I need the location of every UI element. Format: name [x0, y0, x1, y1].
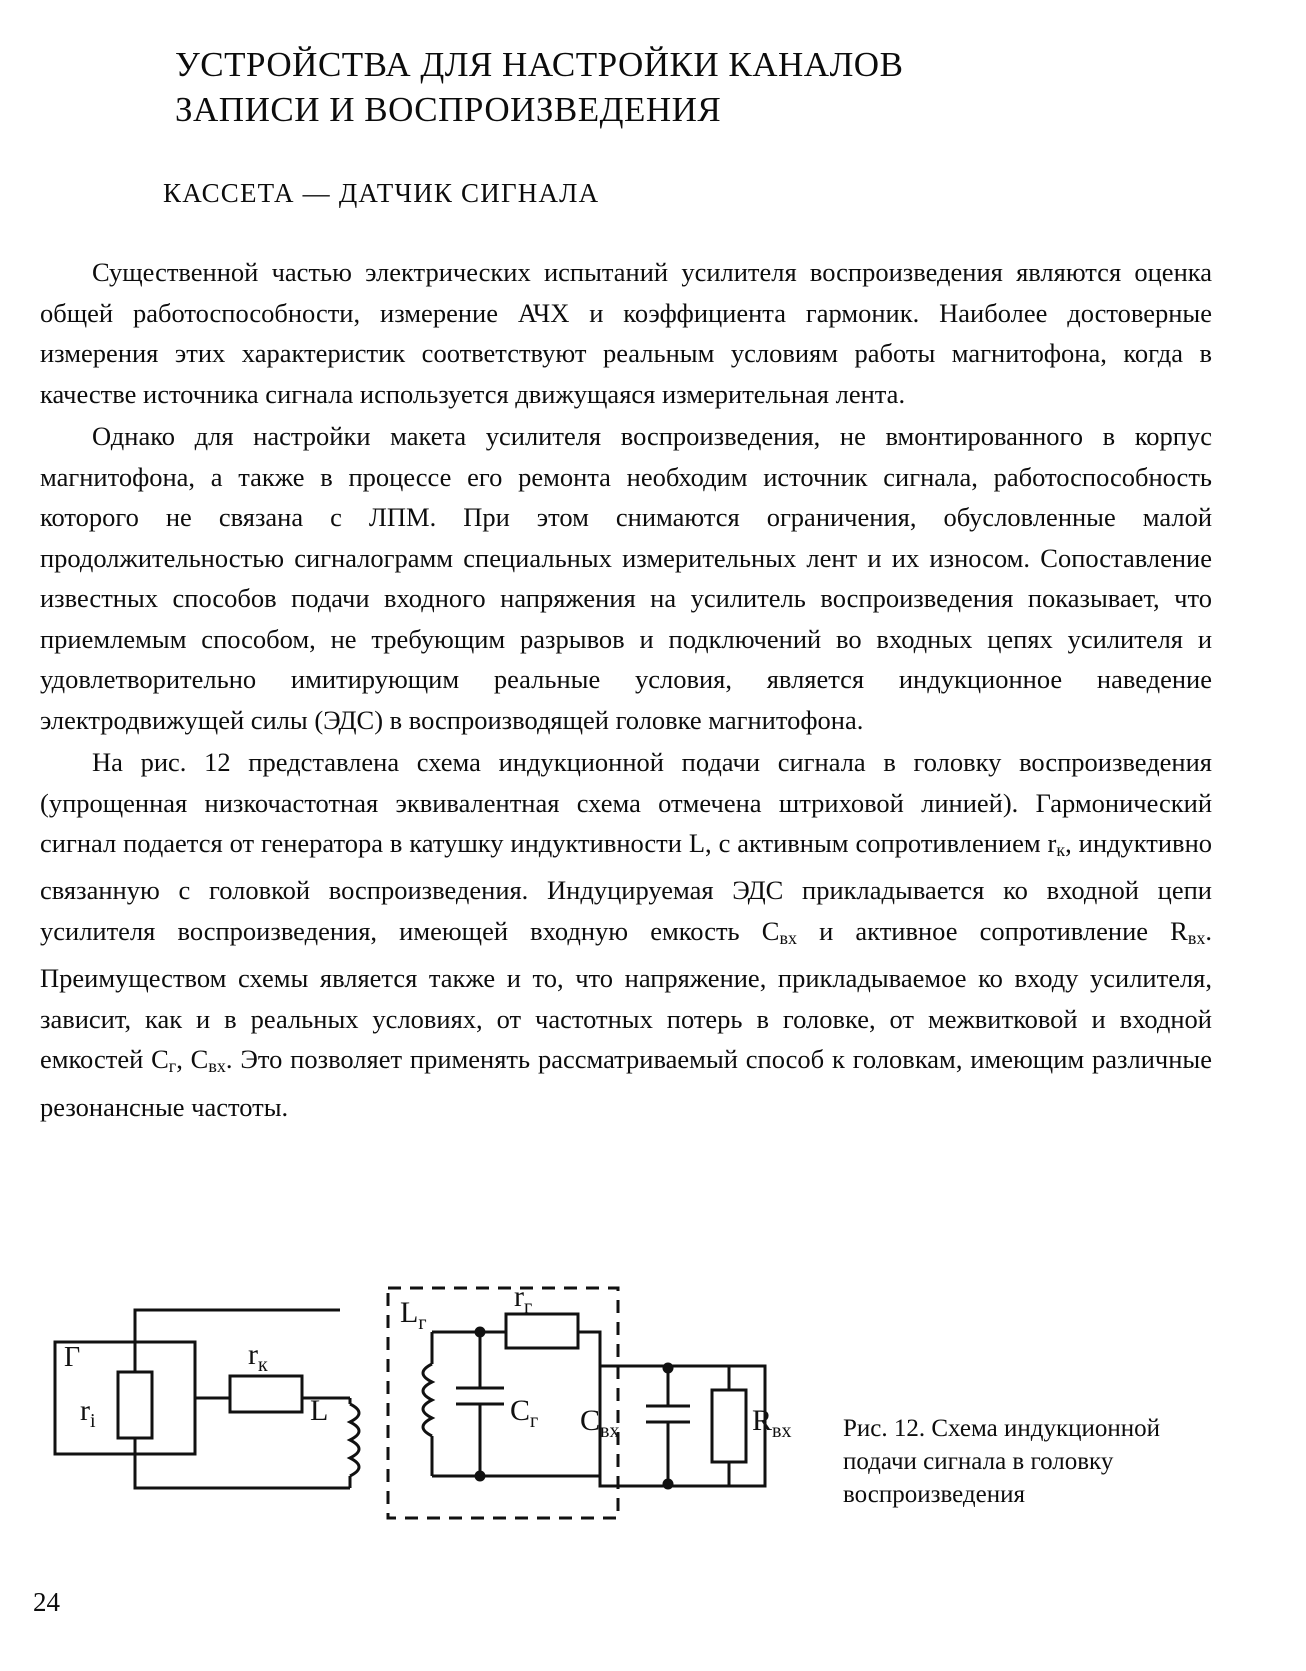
- label-r-k: $r_к$: [248, 1338, 268, 1376]
- body-text: [40, 252, 1212, 1127]
- label-r-g: $r_г$: [514, 1280, 533, 1318]
- label-C-g: $C_г$: [510, 1394, 539, 1432]
- paragraph-2: Однако для настройки макета усилителя воспроизведения, не вмонтированного в корпус магнитофона, а также в процессе его ремонта необходим источник сигнала, работоспособность которого не связана с ЛПМ. При этом снимаются ограничения, обусловленные малой продолжительностью сигналограмм специальных измерительных лент и их износом. Сопоставление известных способов подачи входного напряжения на усилитель воспроизведения показывает, что приемлемым способом, не требующим разрывов и подключений во входных цепях усилителя и удовлетворительно имитирующим реальные условия, является индукционное наведение электродвижущей силы (ЭДС) в воспроизводящей головке магнитофона.: [40, 421, 1212, 735]
- sub-r-k: к: [1056, 839, 1066, 860]
- label-L: L: [310, 1394, 329, 1427]
- circuit-diagram-figure: [40, 1280, 840, 1530]
- paragraph-3-c: и активное сопротивление R: [796, 915, 1188, 946]
- label-generator: Г: [64, 1342, 81, 1373]
- paragraph-3-b: , индуктивно связанную с головкой воспроизведения. Индуцируемая ЭДС прикладывается ко входной цепи усилителя воспроизведения, имеющей входную емкость C: [40, 828, 1213, 946]
- paragraph-3-f: . Это позволяет применять рассматриваемый способ к головкам, имеющим различные резонансные частоты.: [40, 1044, 1212, 1122]
- paragraph-3-a: На рис. 12 представлена схема индукционной подачи сигнала в головку воспроизведения (упрощенная низкочастотная эквивалентная схема отмечена штриховой линией). Гармонический сигнал подается от генератора в катушку индуктивности L, с активным сопротивлением r: [40, 747, 1212, 858]
- label-L-g: $L_г$: [400, 1296, 427, 1334]
- paragraph-3: [40, 742, 1212, 1127]
- page-number: 24: [33, 1587, 60, 1617]
- label-R-vx: $R_{вх}$: [752, 1404, 792, 1442]
- label-r-i: $r_i$: [80, 1394, 96, 1432]
- section-subtitle: КАССЕТА — ДАТЧИК СИГНАЛА: [163, 178, 600, 208]
- paragraph-3-d: . Преимуществом схемы является также и то, что напряжение, прикладываемое ко входу усилителя, зависит, как и в реальных условиях, от частотных потерь в головке, от межвитковой и входной емкостей C: [40, 915, 1212, 1075]
- paragraph-1: Существенной частью электрических испытаний усилителя воспроизведения являются оценка общей работоспособности, измерение АЧХ и коэффициента гармоник. Наиболее достоверные измерения этих характеристик соответствуют реальным условиям работы магнитофона, когда в качестве источника сигнала используется движущаяся измерительная лента.: [40, 257, 1212, 409]
- sub-c-g: г: [168, 1056, 177, 1077]
- paragraph-3-e: , C: [176, 1044, 209, 1075]
- sub-c-vx-1: вх: [779, 927, 797, 948]
- sub-r-vx: вх: [1187, 927, 1206, 948]
- circuit-diagram-svg: [40, 1280, 840, 1530]
- title-line-2: ЗАПИСИ И ВОСПРОИЗВЕДЕНИЯ: [175, 90, 722, 129]
- sub-c-vx-2: вх: [208, 1056, 226, 1077]
- title-line-1: УСТРОЙСТВА ДЛЯ НАСТРОЙКИ КАНАЛОВ: [175, 45, 904, 84]
- page-title: [175, 42, 1175, 132]
- figure-caption: Рис. 12. Схема индукционной подачи сигнала в головку воспроизведения: [843, 1415, 1161, 1508]
- label-C-vx: $C_{вх}$: [580, 1404, 620, 1442]
